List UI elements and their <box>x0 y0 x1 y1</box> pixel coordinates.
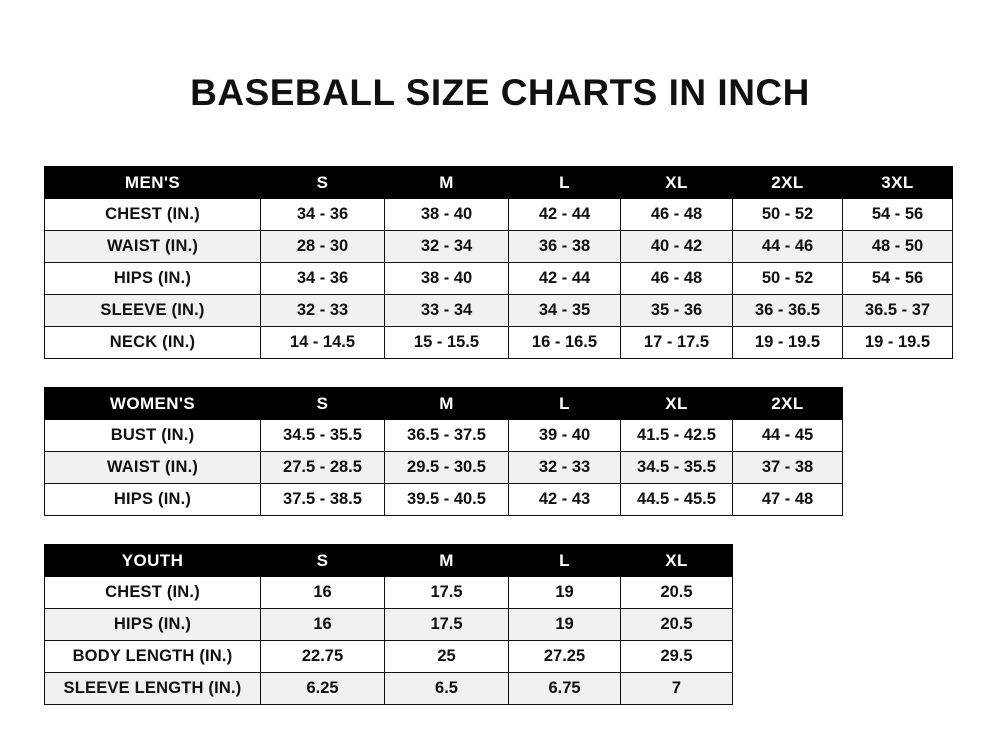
mens-header-s: S <box>261 167 385 199</box>
table-row <box>45 263 953 295</box>
cell-value: 40 - 42 <box>621 231 733 263</box>
cell-value: 19 - 19.5 <box>843 327 953 359</box>
cell-value: 36 - 38 <box>509 231 621 263</box>
cell-value: 34 - 36 <box>261 199 385 231</box>
cell-value: 7 <box>621 673 733 705</box>
cell-value: 44 - 45 <box>733 420 843 452</box>
table-row <box>45 609 733 641</box>
table-spacer <box>44 516 956 544</box>
table-row <box>45 641 733 673</box>
cell-value: 50 - 52 <box>733 263 843 295</box>
cell-value: 29.5 <box>621 641 733 673</box>
cell-value: 39 - 40 <box>509 420 621 452</box>
table-row <box>45 420 843 452</box>
table-header-row <box>45 388 843 420</box>
cell-value: 25 <box>385 641 509 673</box>
cell-value: 36.5 - 37 <box>843 295 953 327</box>
row-label: CHEST (IN.) <box>45 199 261 231</box>
cell-value: 36.5 - 37.5 <box>385 420 509 452</box>
table-spacer <box>44 359 956 387</box>
mens-size-table <box>44 166 953 359</box>
cell-value: 44.5 - 45.5 <box>621 484 733 516</box>
table-header-row <box>45 167 953 199</box>
youth-size-table <box>44 544 733 705</box>
cell-value: 6.25 <box>261 673 385 705</box>
cell-value: 33 - 34 <box>385 295 509 327</box>
row-label: SLEEVE (IN.) <box>45 295 261 327</box>
table-row <box>45 577 733 609</box>
table-row <box>45 452 843 484</box>
cell-value: 41.5 - 42.5 <box>621 420 733 452</box>
cell-value: 27.25 <box>509 641 621 673</box>
row-label: HIPS (IN.) <box>45 484 261 516</box>
cell-value: 50 - 52 <box>733 199 843 231</box>
cell-value: 22.75 <box>261 641 385 673</box>
mens-header-l: L <box>509 167 621 199</box>
cell-value: 29.5 - 30.5 <box>385 452 509 484</box>
cell-value: 14 - 14.5 <box>261 327 385 359</box>
cell-value: 47 - 48 <box>733 484 843 516</box>
table-row <box>45 231 953 263</box>
cell-value: 46 - 48 <box>621 263 733 295</box>
mens-header-2xl: 2XL <box>733 167 843 199</box>
cell-value: 16 <box>261 577 385 609</box>
youth-header-xl: XL <box>621 545 733 577</box>
womens-header-l: L <box>509 388 621 420</box>
row-label: SLEEVE LENGTH (IN.) <box>45 673 261 705</box>
cell-value: 54 - 56 <box>843 199 953 231</box>
mens-table-body <box>45 199 953 359</box>
womens-table-head <box>45 388 843 420</box>
table-row <box>45 484 843 516</box>
cell-value: 46 - 48 <box>621 199 733 231</box>
mens-table-head <box>45 167 953 199</box>
mens-header-xl: XL <box>621 167 733 199</box>
cell-value: 20.5 <box>621 577 733 609</box>
row-label: NECK (IN.) <box>45 327 261 359</box>
cell-value: 39.5 - 40.5 <box>385 484 509 516</box>
cell-value: 34.5 - 35.5 <box>261 420 385 452</box>
table-header-row <box>45 545 733 577</box>
cell-value: 16 - 16.5 <box>509 327 621 359</box>
youth-header-s: S <box>261 545 385 577</box>
cell-value: 19 <box>509 577 621 609</box>
mens-header-3xl: 3XL <box>843 167 953 199</box>
cell-value: 32 - 33 <box>261 295 385 327</box>
cell-value: 48 - 50 <box>843 231 953 263</box>
cell-value: 6.75 <box>509 673 621 705</box>
table-row <box>45 199 953 231</box>
youth-table-body <box>45 577 733 705</box>
page-title: BASEBALL SIZE CHARTS IN INCH <box>190 72 810 113</box>
cell-value: 42 - 44 <box>509 199 621 231</box>
cell-value: 32 - 33 <box>509 452 621 484</box>
cell-value: 6.5 <box>385 673 509 705</box>
cell-value: 35 - 36 <box>621 295 733 327</box>
cell-value: 36 - 36.5 <box>733 295 843 327</box>
cell-value: 44 - 46 <box>733 231 843 263</box>
cell-value: 34.5 - 35.5 <box>621 452 733 484</box>
womens-table-body <box>45 420 843 516</box>
cell-value: 42 - 43 <box>509 484 621 516</box>
cell-value: 37.5 - 38.5 <box>261 484 385 516</box>
cell-value: 34 - 36 <box>261 263 385 295</box>
cell-value: 38 - 40 <box>385 263 509 295</box>
cell-value: 17.5 <box>385 609 509 641</box>
cell-value: 32 - 34 <box>385 231 509 263</box>
cell-value: 17.5 <box>385 577 509 609</box>
row-label: WAIST (IN.) <box>45 231 261 263</box>
row-label: BUST (IN.) <box>45 420 261 452</box>
row-label: CHEST (IN.) <box>45 577 261 609</box>
table-row <box>45 673 733 705</box>
womens-header-2xl: 2XL <box>733 388 843 420</box>
cell-value: 17 - 17.5 <box>621 327 733 359</box>
youth-header-m: M <box>385 545 509 577</box>
row-label: BODY LENGTH (IN.) <box>45 641 261 673</box>
cell-value: 28 - 30 <box>261 231 385 263</box>
table-row <box>45 295 953 327</box>
cell-value: 19 <box>509 609 621 641</box>
youth-header-category: YOUTH <box>45 545 261 577</box>
cell-value: 42 - 44 <box>509 263 621 295</box>
youth-table-head <box>45 545 733 577</box>
cell-value: 20.5 <box>621 609 733 641</box>
cell-value: 38 - 40 <box>385 199 509 231</box>
row-label: HIPS (IN.) <box>45 609 261 641</box>
tables-container <box>0 166 1000 705</box>
womens-header-m: M <box>385 388 509 420</box>
youth-header-l: L <box>509 545 621 577</box>
mens-header-m: M <box>385 167 509 199</box>
row-label: HIPS (IN.) <box>45 263 261 295</box>
cell-value: 34 - 35 <box>509 295 621 327</box>
table-row <box>45 327 953 359</box>
womens-header-xl: XL <box>621 388 733 420</box>
cell-value: 16 <box>261 609 385 641</box>
cell-value: 37 - 38 <box>733 452 843 484</box>
cell-value: 54 - 56 <box>843 263 953 295</box>
womens-size-table <box>44 387 843 516</box>
cell-value: 19 - 19.5 <box>733 327 843 359</box>
row-label: WAIST (IN.) <box>45 452 261 484</box>
womens-header-s: S <box>261 388 385 420</box>
cell-value: 15 - 15.5 <box>385 327 509 359</box>
mens-header-category: MEN'S <box>45 167 261 199</box>
womens-header-category: WOMEN'S <box>45 388 261 420</box>
cell-value: 27.5 - 28.5 <box>261 452 385 484</box>
